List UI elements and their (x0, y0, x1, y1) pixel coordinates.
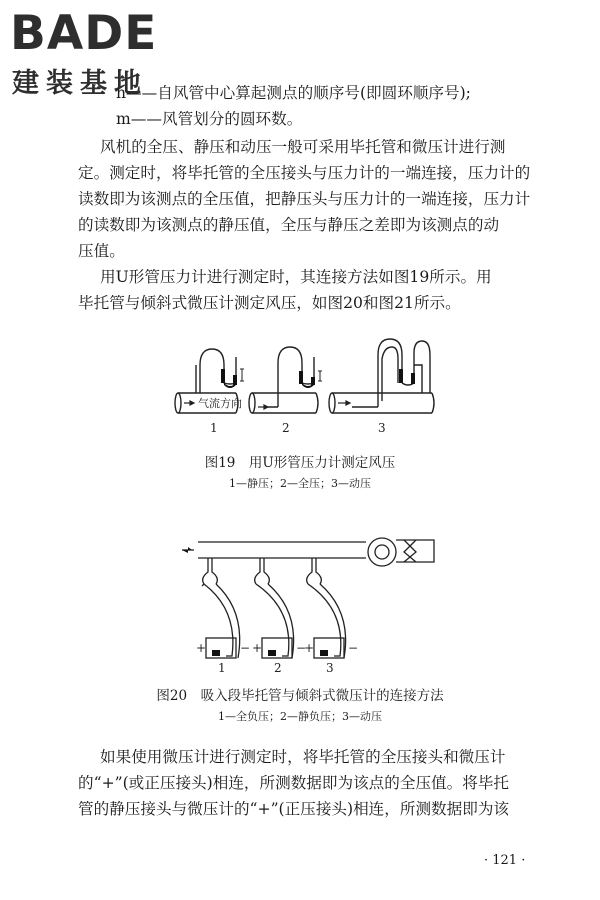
logo-subtitle: 建装基地 (12, 68, 148, 99)
figure-19-label-1: 1 (210, 421, 218, 435)
paragraph-line: 读数即为该测点的全压值，把静压头与压力计的一端连接，压力计 (78, 190, 531, 208)
paragraph-line: 用U形管压力计进行测定时，其连接方法如图19所示。用 (100, 268, 492, 286)
paragraph-line: 的读数即为该测点的静压值，全压与静压之差即为该测点的动 (78, 216, 500, 234)
paragraph-line: 如果使用微压计进行测定时，将毕托管的全压接头和微压计 (100, 748, 506, 766)
paragraph-line: 定。测定时，将毕托管的全压接头与压力计的一端连接，压力计的 (78, 164, 531, 182)
figure-20-plus-3: + (304, 641, 315, 655)
figure-20-plus-2: + (252, 641, 263, 655)
figure-20-label-1: 1 (218, 661, 226, 675)
figure-20-minus-2: − (296, 641, 307, 655)
definition-m: m——风管划分的圆环数。 (116, 110, 303, 128)
paragraph-line: 的“+”(或正压接头)相连，所测数据即为该点的全压值。将毕托 (78, 774, 510, 792)
page-number: · 121 · (484, 853, 526, 868)
figure-19-u-tube-diagram (170, 335, 440, 435)
figure-20-subcaption: 1—全负压；2—静负压；3—动压 (218, 710, 382, 723)
figure-19-caption: 图19 用U形管压力计测定风压 (204, 455, 396, 471)
figure-19-subcaption: 1—静压；2—全压；3—动压 (229, 477, 371, 490)
figure-20-label-2: 2 (274, 661, 282, 675)
figure-20-minus-1: − (240, 641, 251, 655)
paragraph-line: 压值。 (78, 242, 125, 260)
definition-n: n——自风管中心算起测点的顺序号(即圆环顺序号); (116, 84, 471, 102)
figure-20-label-3: 3 (326, 661, 334, 675)
paragraph-line: 管的静压接头与微压计的“+”(正压接头)相连，所测数据即为该 (78, 800, 510, 818)
figure-20-plus-1: + (196, 641, 207, 655)
figure-19-label-3: 3 (378, 421, 386, 435)
paragraph-line: 风机的全压、静压和动压一般可采用毕托管和微压计进行测 (100, 138, 506, 156)
logo-wordmark: BADE (10, 6, 158, 61)
figure-20-caption: 图20 吸入段毕托管与倾斜式微压计的连接方法 (156, 688, 444, 704)
paragraph-line: 毕托管与倾斜式微压计测定风压，如图20和图21所示。 (78, 294, 461, 312)
figure-19-label-2: 2 (282, 421, 290, 435)
figure-20-inclined-micromanometer-diagram (178, 526, 448, 674)
flow-direction-label: 气流方向 (198, 397, 242, 410)
figure-20-minus-3: − (348, 641, 359, 655)
